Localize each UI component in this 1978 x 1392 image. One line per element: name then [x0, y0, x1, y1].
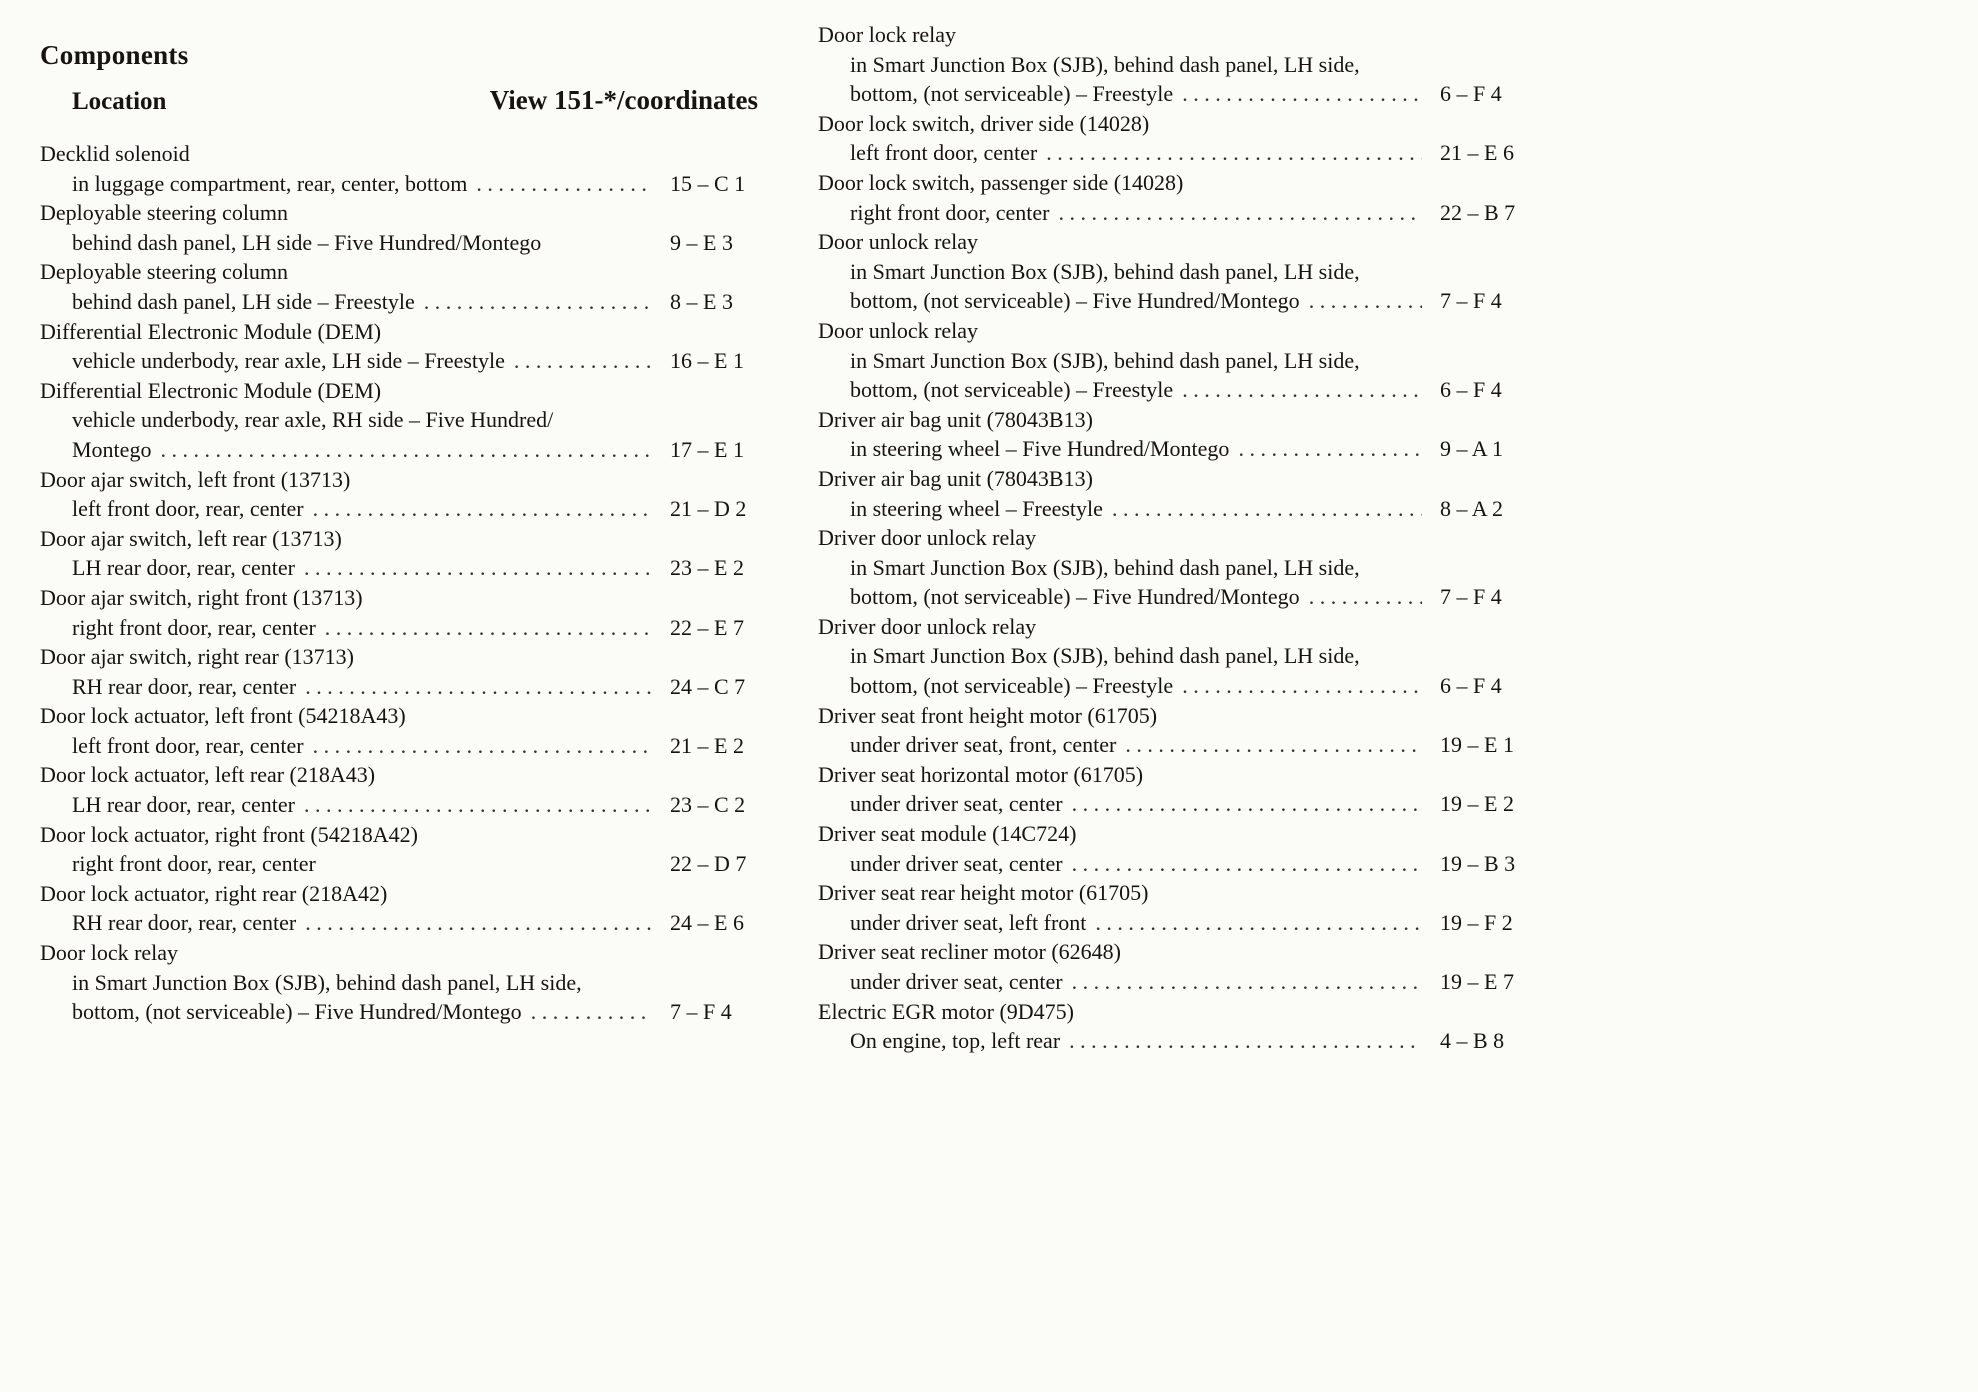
- component-location-line: [818, 789, 1528, 819]
- component-name: Driver seat module (14C724): [818, 821, 1077, 847]
- component-location-line: [818, 582, 1528, 612]
- component-location-line: [818, 967, 1528, 997]
- component-location-line: [818, 79, 1528, 109]
- dot-leader: [1182, 79, 1422, 109]
- component-entry: [818, 316, 1528, 405]
- dot-leader: [1238, 434, 1422, 464]
- component-entry: [818, 227, 1528, 316]
- component-entry: [40, 820, 758, 879]
- component-location-line: in Smart Junction Box (SJB), behind dash panel, LH side,: [850, 643, 1360, 669]
- component-entry: [40, 701, 758, 760]
- component-location-line: in Smart Junction Box (SJB), behind dash panel, LH side,: [72, 969, 582, 995]
- component-location-line: [818, 908, 1528, 938]
- component-location-line: [40, 731, 758, 761]
- location-text: right front door, center: [850, 199, 1050, 225]
- dot-leader: [531, 997, 652, 1027]
- location-text: vehicle underbody, rear axle, LH side – Freestyle: [72, 348, 505, 374]
- component-location-line: [818, 730, 1528, 760]
- component-name: Driver air bag unit (78043B13): [818, 465, 1093, 491]
- dot-leader: [305, 672, 652, 702]
- component-name: Door lock actuator, right rear (218A42): [40, 880, 388, 906]
- component-location-line: [818, 198, 1528, 228]
- component-entry: [40, 317, 758, 376]
- component-name: Door unlock relay: [818, 229, 979, 255]
- component-location-line: in Smart Junction Box (SJB), behind dash panel, LH side,: [850, 347, 1360, 373]
- location-text: behind dash panel, LH side – Freestyle: [72, 288, 415, 314]
- component-name: Driver air bag unit (78043B13): [818, 406, 1093, 432]
- coordinate: 9 – A 1: [1440, 436, 1503, 462]
- dot-leader: [1182, 671, 1422, 701]
- component-name: Differential Electronic Module (DEM): [40, 377, 382, 403]
- component-name: Electric EGR motor (9D475): [818, 998, 1074, 1024]
- view-coordinates-column-header: View 151-*/coordinates: [489, 85, 758, 115]
- component-entry: [40, 938, 758, 1027]
- component-entry: [40, 257, 758, 316]
- location-text: bottom, (not serviceable) – Freestyle: [850, 81, 1174, 107]
- component-name: Door lock relay: [818, 22, 957, 47]
- coordinate: 22 – D 7: [670, 851, 747, 877]
- component-location-line: [40, 553, 758, 583]
- component-name: Door lock actuator, left rear (218A43): [40, 762, 376, 788]
- location-text: On engine, top, left rear: [850, 1028, 1061, 1054]
- component-name: Differential Electronic Module (DEM): [40, 318, 382, 344]
- dot-leader: [1309, 286, 1422, 316]
- component-name: Door ajar switch, right rear (13713): [40, 644, 355, 670]
- coordinate: 8 – A 2: [1440, 495, 1503, 521]
- component-location-line: in Smart Junction Box (SJB), behind dash panel, LH side,: [850, 258, 1360, 284]
- component-location-line: in Smart Junction Box (SJB), behind dash panel, LH side,: [850, 554, 1360, 580]
- location-text: LH rear door, rear, center: [72, 792, 295, 818]
- coordinate: 15 – C 1: [670, 170, 746, 196]
- dot-leader: [313, 494, 652, 524]
- component-entry: [818, 819, 1528, 878]
- component-name: Door lock switch, driver side (14028): [818, 110, 1150, 136]
- location-text: left front door, rear, center: [72, 496, 304, 522]
- dot-leader: [476, 169, 652, 199]
- location-text: bottom, (not serviceable) – Five Hundred/Montego: [850, 584, 1300, 610]
- location-text: in luggage compartment, rear, center, bottom: [72, 170, 468, 196]
- coordinate: 4 – B 8: [1440, 1028, 1505, 1054]
- component-name: Deployable steering column: [40, 259, 289, 285]
- coordinate: 6 – F 4: [1440, 81, 1502, 107]
- coordinate: 6 – F 4: [1440, 673, 1502, 699]
- coordinate: 19 – E 1: [1440, 732, 1514, 758]
- component-entry: [818, 109, 1528, 168]
- component-entry: [40, 760, 758, 819]
- location-text: bottom, (not serviceable) – Freestyle: [850, 673, 1174, 699]
- dot-leader: [1309, 582, 1422, 612]
- left-column: [40, 40, 758, 1027]
- component-name: Driver seat recliner motor (62648): [818, 939, 1121, 965]
- dot-leader: [1125, 730, 1422, 760]
- component-name: Door ajar switch, left front (13713): [40, 466, 351, 492]
- coordinate: 22 – E 7: [670, 614, 744, 640]
- component-list-right: [818, 20, 1528, 1056]
- coordinate: 8 – E 3: [670, 288, 733, 314]
- component-entry: [818, 997, 1528, 1056]
- dot-leader: [1182, 375, 1422, 405]
- component-list-left: [40, 139, 758, 1027]
- coordinate: 17 – E 1: [670, 436, 744, 462]
- component-location-line: [40, 997, 758, 1027]
- dot-leader: [1059, 198, 1423, 228]
- coordinate: 9 – E 3: [670, 229, 733, 255]
- location-text: right front door, rear, center: [72, 614, 316, 640]
- component-name: Door ajar switch, right front (13713): [40, 584, 363, 610]
- coordinate: 7 – F 4: [1440, 584, 1502, 610]
- component-entry: [40, 376, 758, 465]
- component-location-line: [818, 494, 1528, 524]
- location-text: under driver seat, center: [850, 791, 1063, 817]
- dot-leader: [1072, 849, 1422, 879]
- dot-leader: [1112, 494, 1422, 524]
- component-entry: [40, 583, 758, 642]
- component-name: Driver seat rear height motor (61705): [818, 880, 1149, 906]
- coordinate: 19 – F 2: [1440, 909, 1513, 935]
- component-name: Door lock actuator, right front (54218A42): [40, 821, 418, 847]
- component-location-line: vehicle underbody, rear axle, RH side – Five Hundred/: [72, 407, 554, 433]
- component-name: Driver seat front height motor (61705): [818, 702, 1158, 728]
- coordinate: 24 – C 7: [670, 673, 746, 699]
- coordinate: 21 – D 2: [670, 496, 747, 522]
- component-entry: [818, 937, 1528, 996]
- component-entry: [40, 139, 758, 198]
- right-column: [818, 20, 1528, 1056]
- location-text: left front door, rear, center: [72, 732, 304, 758]
- coordinate: 16 – E 1: [670, 348, 744, 374]
- coordinate: 21 – E 6: [1440, 140, 1514, 166]
- location-text: in steering wheel – Freestyle: [850, 495, 1103, 521]
- component-entry: [818, 405, 1528, 464]
- component-entry: [818, 464, 1528, 523]
- page-title: Components: [40, 40, 189, 70]
- column-headers: [40, 85, 758, 116]
- dot-leader: [160, 435, 652, 465]
- dot-leader: [1046, 138, 1422, 168]
- dot-leader: [313, 731, 652, 761]
- component-location-line: [40, 169, 758, 199]
- component-entry: [818, 168, 1528, 227]
- dot-leader: [1072, 967, 1422, 997]
- location-text: RH rear door, rear, center: [72, 673, 297, 699]
- component-entry: [818, 760, 1528, 819]
- component-location-line: [818, 138, 1528, 168]
- location-column-header: Location: [72, 88, 167, 115]
- component-name: Decklid solenoid: [40, 141, 190, 166]
- dot-leader: [1072, 789, 1422, 819]
- component-name: Driver seat horizontal motor (61705): [818, 761, 1144, 787]
- coordinate: 19 – E 7: [1440, 969, 1514, 994]
- component-entry: [40, 465, 758, 524]
- coordinate: 19 – E 2: [1440, 791, 1514, 817]
- component-name: Door lock relay: [40, 940, 179, 966]
- component-location-line: [818, 671, 1528, 701]
- location-text: behind dash panel, LH side – Five Hundred/Montego: [72, 229, 542, 255]
- location-text: bottom, (not serviceable) – Five Hundred/Montego: [850, 288, 1300, 314]
- component-location-line: in Smart Junction Box (SJB), behind dash panel, LH side,: [850, 51, 1360, 77]
- component-location-line: [40, 613, 758, 643]
- coordinate: 23 – C 2: [670, 792, 746, 818]
- dot-leader: [304, 553, 652, 583]
- component-location-line: [818, 434, 1528, 464]
- location-text: in steering wheel – Five Hundred/Montego: [850, 436, 1230, 462]
- component-location-line: [818, 375, 1528, 405]
- location-text: bottom, (not serviceable) – Five Hundred/Montego: [72, 999, 522, 1025]
- dot-leader: [1095, 908, 1422, 938]
- dot-leader: [304, 790, 652, 820]
- component-name: Driver door unlock relay: [818, 613, 1037, 639]
- component-location-line: [40, 494, 758, 524]
- component-location-line: [40, 435, 758, 465]
- location-text: under driver seat, left front: [850, 909, 1087, 935]
- coordinate: 21 – E 2: [670, 732, 744, 758]
- coordinate: 19 – B 3: [1440, 850, 1516, 876]
- location-text: bottom, (not serviceable) – Freestyle: [850, 377, 1174, 403]
- component-name: Door unlock relay: [818, 317, 979, 343]
- component-entry: [40, 642, 758, 701]
- component-location-line: [40, 849, 758, 879]
- location-text: under driver seat, center: [850, 969, 1063, 994]
- component-entry: [40, 879, 758, 938]
- component-entry: [818, 878, 1528, 937]
- dot-leader: [305, 908, 652, 938]
- component-location-line: [40, 346, 758, 376]
- component-name: Driver door unlock relay: [818, 525, 1037, 551]
- dot-leader: [325, 613, 652, 643]
- location-text: left front door, center: [850, 140, 1038, 166]
- component-location-line: [818, 286, 1528, 316]
- location-text: under driver seat, front, center: [850, 732, 1117, 758]
- component-entry: [818, 20, 1528, 109]
- location-text: LH rear door, rear, center: [72, 555, 295, 581]
- component-location-line: [40, 287, 758, 317]
- coordinate: 22 – B 7: [1440, 199, 1516, 225]
- component-entry: [40, 198, 758, 257]
- coordinate: 23 – E 2: [670, 555, 744, 581]
- coordinate: 7 – F 4: [1440, 288, 1502, 314]
- component-entry: [818, 523, 1528, 612]
- component-entry: [818, 612, 1528, 701]
- component-location-line: [818, 1026, 1528, 1056]
- component-name: Deployable steering column: [40, 200, 289, 226]
- location-text: right front door, rear, center: [72, 851, 316, 877]
- component-location-line: [40, 790, 758, 820]
- dot-leader: [424, 287, 652, 317]
- component-location-line: [40, 228, 758, 258]
- coordinate: 6 – F 4: [1440, 377, 1502, 403]
- component-entry: [40, 524, 758, 583]
- dot-leader: [514, 346, 652, 376]
- component-entry: [818, 701, 1528, 760]
- location-text: under driver seat, center: [850, 850, 1063, 876]
- dot-leader: [1069, 1026, 1422, 1056]
- component-name: Door ajar switch, left rear (13713): [40, 525, 342, 551]
- component-name: Door lock actuator, left front (54218A43): [40, 703, 406, 729]
- location-text: Montego: [72, 436, 152, 462]
- component-location-line: [818, 849, 1528, 879]
- component-location-line: [40, 672, 758, 702]
- coordinate: 24 – E 6: [670, 910, 744, 936]
- location-text: RH rear door, rear, center: [72, 910, 297, 936]
- coordinate: 7 – F 4: [670, 999, 732, 1025]
- component-location-line: [40, 908, 758, 938]
- component-name: Door lock switch, passenger side (14028): [818, 169, 1184, 195]
